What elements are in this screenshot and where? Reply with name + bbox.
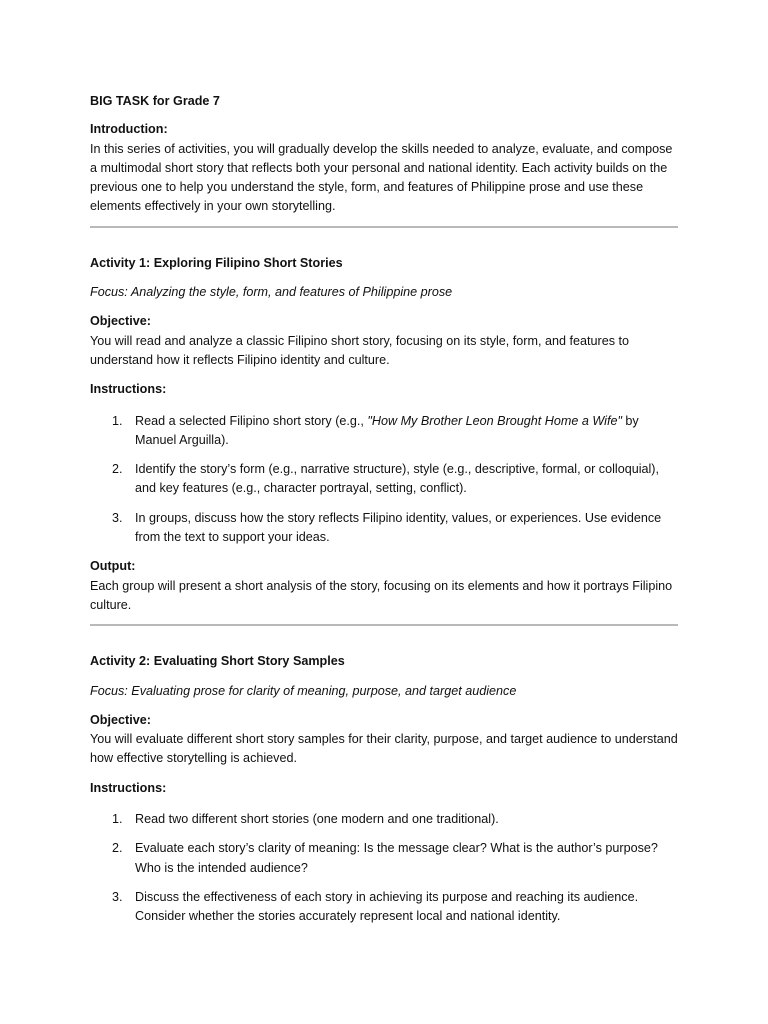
list-item xyxy=(90,839,680,878)
section-divider xyxy=(90,226,678,228)
list-item-text: Evaluate each story’s clarity of meaning: Is the message clear? What is the author’s purpose? Who is the intended audience? xyxy=(135,841,658,875)
activity-1-instructions-heading: Instructions: xyxy=(90,382,167,397)
story-title-reference: "How My Brother Leon Brought Home a Wife" xyxy=(367,413,622,428)
list-item-number: 2. xyxy=(112,841,123,856)
activity-2-focus: Focus: Evaluating prose for clarity of meaning, purpose, and target audience xyxy=(90,683,517,698)
list-item xyxy=(90,460,680,499)
activity-1-section xyxy=(90,254,680,615)
activity-2-instructions-list xyxy=(90,810,680,926)
list-item-number: 1. xyxy=(112,413,123,428)
activity-2-objective-text: You will evaluate different short story samples for their clarity, purpose, and target audience to understand how effective storytelling is achieved. xyxy=(90,732,678,766)
activity-1-focus: Focus: Analyzing the style, form, and features of Philippine prose xyxy=(90,285,453,300)
section-divider xyxy=(90,624,678,626)
activity-1-objective-heading: Objective: xyxy=(90,314,151,329)
list-item-number: 3. xyxy=(112,889,123,904)
introduction-text: In this series of activities, you will gradually develop the skills needed to analyze, evaluate, and compose a multimodal short story that reflects both your personal and national identity. Each activity builds on the previous one to help you understand the style, form, and features of Philippine prose and use these elements effectively in your own storytelling. xyxy=(90,141,673,214)
activity-2-title: Activity 2: Evaluating Short Story Samples xyxy=(90,654,345,669)
list-item xyxy=(90,810,680,829)
activity-2-objective-heading: Objective: xyxy=(90,712,151,727)
list-item-number: 1. xyxy=(112,812,123,827)
list-item-number: 3. xyxy=(112,510,123,525)
list-item-text: Discuss the effectiveness of each story in achieving its purpose and reaching its audience. Consider whether the stories accurately represent local and national identity. xyxy=(135,889,639,924)
activity-1-objective-text: You will read and analyze a classic Filipino short story, focusing on its style, form, and features to understand how it reflects Filipino identity and culture. xyxy=(90,333,629,367)
document-title: BIG TASK for Grade 7 xyxy=(90,94,220,108)
list-item xyxy=(90,509,680,548)
activity-1-output-text: Each group will present a short analysis of the story, focusing on its elements and how it portrays Filipino culture. xyxy=(90,578,673,612)
document-body xyxy=(90,92,680,937)
list-item xyxy=(90,412,680,451)
introduction-section xyxy=(90,120,680,216)
list-item-text-start: Read a selected Filipino short story (e.g., xyxy=(135,413,368,428)
list-item xyxy=(90,888,680,927)
list-item-text: Identify the story’s form (e.g., narrative structure), style (e.g., descriptive, formal, or colloquial), and key features (e.g., character portrayal, setting, conflict). xyxy=(135,462,659,496)
list-item-text: In groups, discuss how the story reflects Filipino identity, values, or experiences. Use evidence from the text to support your ideas. xyxy=(135,510,662,545)
activity-1-instructions-list xyxy=(90,412,680,548)
list-item-text: Read two different short stories (one modern and one traditional). xyxy=(135,812,499,827)
activity-2-section xyxy=(90,652,680,926)
activity-1-output-heading: Output: xyxy=(90,559,136,574)
list-item-number: 2. xyxy=(112,462,123,477)
activity-1-title: Activity 1: Exploring Filipino Short Stories xyxy=(90,255,343,270)
activity-2-instructions-heading: Instructions: xyxy=(90,780,167,795)
introduction-heading: Introduction: xyxy=(90,122,168,137)
list-item-text-end: by Manuel Arguilla). xyxy=(135,413,639,447)
